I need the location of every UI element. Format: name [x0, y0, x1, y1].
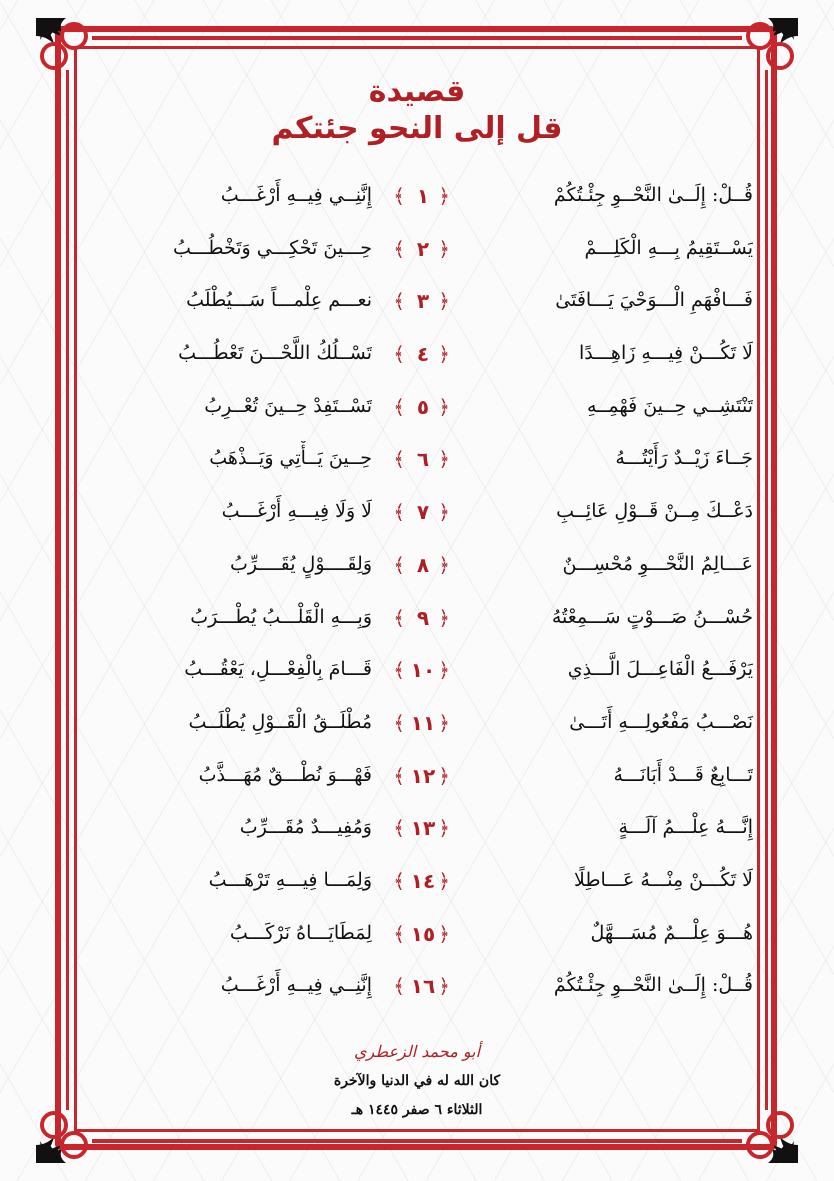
- frame-right-bar: [765, 70, 768, 1110]
- verse-number: [393, 446, 450, 472]
- verse-row: [80, 642, 760, 695]
- verse-number: [393, 763, 450, 789]
- verse-second-hemistich: تَسْــلُكُ اللَّحْـــنَ تَعْطُـــبُ: [178, 342, 372, 365]
- author-signature: أبو محمد الزعطري: [353, 1042, 481, 1061]
- verse-first-hemistich: عَـــالِمُ النَّحْـــوِ مُحْسِـــنٌ: [562, 552, 753, 575]
- verse-number: [393, 868, 450, 894]
- verse-second-hemistich: إِنَّنِــي فِيــهِ أَرْغَـــبُ: [220, 184, 372, 206]
- verse-number-digit: ١٦: [410, 974, 436, 999]
- ornament-bracket-icon: ﴿: [438, 342, 450, 367]
- ornament-bracket-icon: ﴾: [393, 289, 405, 314]
- ornament-bracket-icon: ﴾: [393, 184, 405, 208]
- ornament-bracket-icon: ﴾: [393, 974, 405, 999]
- verse-row: [80, 326, 760, 379]
- ornament-bracket-icon: ﴾: [393, 552, 405, 577]
- verse-second-hemistich: مُطْلَــقُ الْقَــوْلِ يُطْلَــبُ: [188, 710, 372, 733]
- poem-label: قصيدة: [368, 74, 466, 109]
- verse-first-hemistich: جَــاءَ زَيْــدٌ رَأَيْتُـــهُ: [615, 447, 753, 470]
- verse-second-hemistich: نعـــم عِلْمـــاً سَـــيُطْلَبُ: [186, 289, 372, 312]
- verse-first-hemistich: هُـــوَ عِلْـــمٌ مُسَـــهَّلٌ: [590, 921, 753, 944]
- verse-row: [80, 484, 760, 537]
- verse-second-hemistich: وَبِـــهِ الْقَلْـــبُ يُطْـــرَبُ: [190, 605, 372, 628]
- verse-row: [80, 273, 760, 326]
- ornament-bracket-icon: ﴾: [393, 710, 405, 735]
- verse-row: [80, 695, 760, 748]
- verse-first-hemistich: تَـــابِعٌ قَـــدْ أَبَانَـــهُ: [613, 763, 753, 786]
- verse-number: [393, 921, 450, 947]
- ornament-bracket-icon: ﴿: [438, 921, 450, 946]
- verse-row: [80, 537, 760, 590]
- verse-number: [393, 815, 450, 841]
- verse-row: [80, 379, 760, 432]
- ornament-bracket-icon: ﴿: [438, 289, 450, 314]
- verse-row: [80, 906, 760, 959]
- verse-first-hemistich: فَـــافْهَمِ الْـــوَحْيَ يَـــافَتَىٰ: [555, 289, 753, 312]
- poem-date: الثلاثاء ٦ صفر ١٤٤٥ هـ: [351, 1102, 483, 1118]
- ornament-bracket-icon: ﴿: [438, 447, 450, 472]
- ornament-bracket-icon: ﴾: [393, 816, 405, 841]
- verse-number: [393, 499, 450, 525]
- ornament-bracket-icon: ﴿: [438, 816, 450, 841]
- verse-second-hemistich: فَهْـــوَ نُطْـــقٌ مُهَـــذَّبُ: [198, 763, 372, 786]
- verse-row: [80, 221, 760, 274]
- verse-first-hemistich: لَا تَكُـــنْ مِنْـــهُ عَـــاطِلًا: [574, 868, 753, 891]
- ornament-bracket-icon: ﴿: [438, 184, 450, 208]
- ornament-bracket-icon: ﴿: [438, 605, 450, 630]
- verse-number-digit: ٤: [416, 342, 430, 367]
- verse-number-digit: ٧: [416, 500, 430, 525]
- verse-number-digit: ٦: [416, 447, 430, 472]
- verse-number: [393, 657, 450, 683]
- verse-second-hemistich: وَمُفِيـــدٌ مُقَـــرِّبُ: [239, 816, 372, 839]
- verse-number: [393, 710, 450, 736]
- verse-number: [393, 552, 450, 578]
- ornament-bracket-icon: ﴿: [438, 868, 450, 893]
- verse-number-digit: ٢: [416, 236, 430, 261]
- frame-top-bar: [92, 36, 742, 40]
- verse-row: [80, 431, 760, 484]
- verse-first-hemistich: يَسْــتَقِيمُ بِـــهِ الْكَلِـــمْ: [584, 236, 753, 259]
- verse-second-hemistich: لَا وَلَا فِيـــهِ أَرْغَـــبُ: [221, 500, 372, 523]
- ornament-bracket-icon: ﴾: [393, 763, 405, 788]
- frame-left-bar: [66, 70, 69, 1110]
- verse-first-hemistich: حُسْـــنُ صَـــوْتٍ سَـــمِعْتُهُ: [551, 605, 753, 628]
- verse-second-hemistich: وَلِقَــــوْلٍ يُقَــــرِّبُ: [229, 552, 372, 575]
- ornament-bracket-icon: ﴾: [393, 605, 405, 630]
- verse-number-digit: ٥: [416, 394, 430, 419]
- verse-number-digit: ١٣: [410, 816, 436, 841]
- verse-number: [393, 394, 450, 420]
- ornament-bracket-icon: ﴾: [393, 658, 405, 683]
- verse-number-digit: ٣: [416, 289, 430, 314]
- verse-row: [80, 590, 760, 643]
- verse-second-hemistich: حِــينَ يَــأْتِي وَيَــذْهَبُ: [209, 447, 372, 470]
- ornament-bracket-icon: ﴿: [438, 552, 450, 577]
- verse-first-hemistich: نَصْـــبُ مَفْعُولِـــهِ أَتَـــىٰ: [569, 710, 753, 733]
- verse-second-hemistich: لِمَطَايَـــاهُ نَرْكَـــبُ: [229, 921, 372, 944]
- verse-second-hemistich: تَسْــتَفِدْ حِــينَ تُعْــرِبُ: [204, 394, 372, 417]
- verse-number-digit: ١١: [410, 710, 436, 735]
- ornament-bracket-icon: ﴿: [438, 236, 450, 261]
- ornament-bracket-icon: ﴾: [393, 868, 405, 893]
- verse-number: [393, 236, 450, 262]
- verse-number: [393, 973, 450, 999]
- ornament-bracket-icon: ﴿: [438, 763, 450, 788]
- ornament-bracket-icon: ﴿: [438, 658, 450, 683]
- verse-number: [393, 605, 450, 631]
- verse-first-hemistich: دَعْــكَ مِــنْ قَــوْلِ عَائِــبِ: [556, 500, 753, 523]
- ornament-bracket-icon: ﴾: [393, 236, 405, 261]
- verse-row: [80, 800, 760, 853]
- verse-number-digit: ١٠: [410, 658, 436, 683]
- verse-second-hemistich: إِنَّنِــي فِيــهِ أَرْغَـــبُ: [220, 974, 372, 997]
- ornament-bracket-icon: ﴿: [438, 710, 450, 735]
- verse-number: [393, 288, 450, 314]
- verse-row: [80, 958, 760, 1011]
- verse-row: [80, 853, 760, 906]
- ornament-bracket-icon: ﴾: [393, 447, 405, 472]
- verse-number-digit: ١٥: [410, 921, 436, 946]
- verse-second-hemistich: وَلِمَـــا فِيـــهِ تَرْهَـــبُ: [208, 868, 372, 891]
- verse-number-digit: ١: [416, 184, 430, 208]
- ornament-bracket-icon: ﴾: [393, 500, 405, 525]
- verse-list: [80, 168, 760, 1011]
- ornament-bracket-icon: ﴾: [393, 342, 405, 367]
- ornament-bracket-icon: ﴿: [438, 974, 450, 999]
- verse-first-hemistich: قُــلْ: إِلَــىٰ النَّحْــوِ جِئْـتُكُمْ: [553, 974, 753, 997]
- author-prayer: كان الله له في الدنيا والآخرة: [333, 1073, 501, 1089]
- ornament-bracket-icon: ﴿: [438, 394, 450, 419]
- verse-row: [80, 168, 760, 221]
- frame-bottom-bar: [92, 1139, 742, 1143]
- ornament-bracket-icon: ﴿: [438, 500, 450, 525]
- ornament-bracket-icon: ﴾: [393, 394, 405, 419]
- verse-first-hemistich: إِنَّـــهُ عِلْـــمُ آلَـــةٍ: [618, 816, 753, 839]
- ornament-bracket-icon: ﴾: [393, 921, 405, 946]
- verse-number-digit: ٨: [416, 552, 430, 577]
- verse-first-hemistich: تَنْتَشِــي حِــينَ فَهْمِــهِ: [587, 394, 753, 417]
- verse-first-hemistich: قُــلْ: إِلَــىٰ النَّحْــوِ جِئْـتُكُمْ: [553, 184, 753, 206]
- poem-title: قل إلى النحو جئتكم: [271, 111, 563, 146]
- verse-first-hemistich: يَرْفَـــعُ الْفَاعِـــلَ الَّـــذِي: [567, 658, 753, 681]
- verse-second-hemistich: حِـــينَ تَحْكِـــي وَتَخْطُـــبُ: [173, 236, 372, 259]
- verse-number-digit: ١٤: [410, 868, 436, 893]
- verse-first-hemistich: لَا تَكُـــنْ فِيـــهِ زَاهِـــدًا: [578, 342, 753, 365]
- verse-row: [80, 748, 760, 801]
- verse-second-hemistich: قَـــامَ بِالْفِعْـــلِ، يَعْقُـــبُ: [184, 658, 372, 681]
- verse-number-digit: ١٢: [410, 763, 436, 788]
- verse-number-digit: ٩: [416, 605, 430, 630]
- verse-number: [393, 183, 450, 209]
- verse-number: [393, 341, 450, 367]
